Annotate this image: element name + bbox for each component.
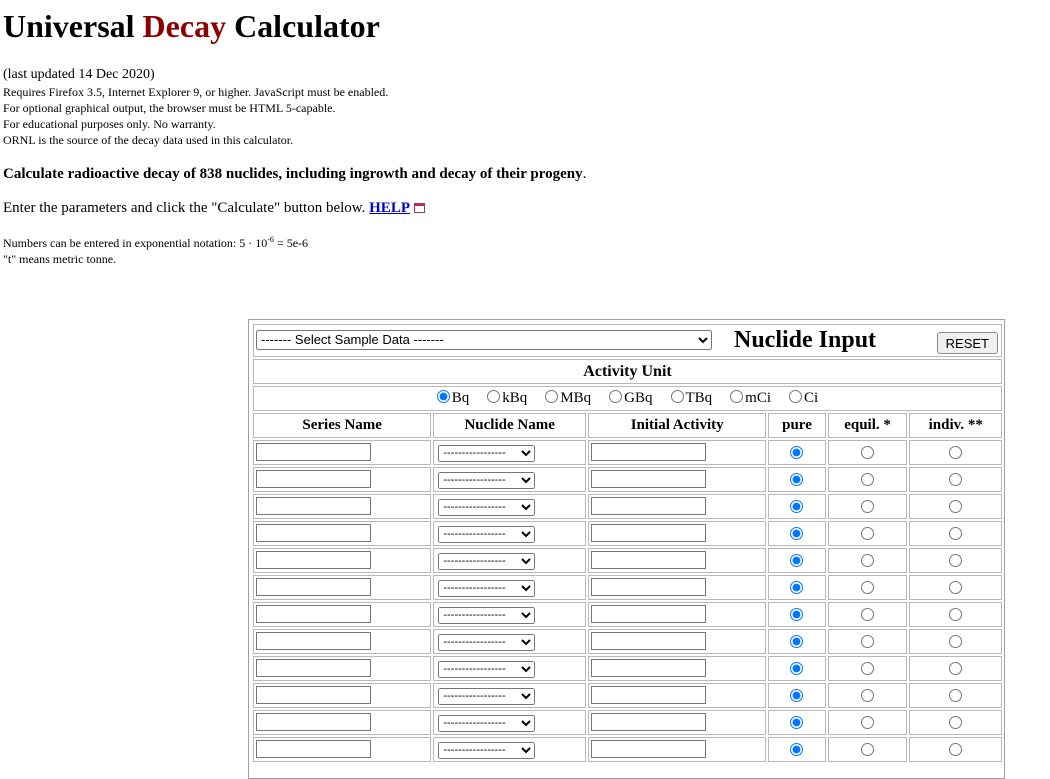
equil-cell xyxy=(828,521,908,546)
pure-cell xyxy=(768,710,825,735)
series-name-cell xyxy=(253,440,431,465)
series-name-cell xyxy=(253,494,431,519)
unit-option-tbq[interactable] xyxy=(671,390,713,406)
unit-option-kbq[interactable] xyxy=(487,390,527,406)
series-name-cell xyxy=(253,629,431,654)
pure-radio[interactable] xyxy=(790,473,803,486)
indiv-cell xyxy=(909,629,1002,654)
equil-radio[interactable] xyxy=(861,527,874,540)
indiv-radio[interactable] xyxy=(949,608,962,621)
pure-cell xyxy=(768,737,825,762)
nuclide-select[interactable] xyxy=(438,688,535,705)
indiv-cell xyxy=(909,467,1002,492)
nuclide-row xyxy=(253,521,1002,546)
initial-activity-cell xyxy=(588,440,766,465)
series-name-input[interactable] xyxy=(256,443,371,461)
nuclide-select[interactable] xyxy=(438,445,535,462)
activity-unit-label: Activity Unit xyxy=(253,359,1002,384)
initial-activity-input[interactable] xyxy=(591,632,706,650)
nuclide-name-cell xyxy=(433,440,586,465)
nuclide-row xyxy=(253,629,1002,654)
nuclide-select[interactable] xyxy=(438,526,535,543)
indiv-cell xyxy=(909,494,1002,519)
nuclide-name-cell xyxy=(433,521,586,546)
unit-radio[interactable] xyxy=(730,390,743,403)
nuclide-name-cell xyxy=(433,548,586,573)
exponential-note-text: Numbers can be entered in exponential notation: 5 · 10 xyxy=(3,236,268,250)
nuclide-row xyxy=(253,494,1002,519)
instructions-text: Enter the parameters and click the "Calculate" button below. xyxy=(3,200,366,216)
pure-radio[interactable] xyxy=(790,689,803,702)
pure-radio[interactable] xyxy=(790,527,803,540)
requirements-list xyxy=(3,84,388,148)
column-header: Series Name xyxy=(253,413,431,438)
series-name-cell xyxy=(253,737,431,762)
equil-radio[interactable] xyxy=(861,473,874,486)
unit-option-bq[interactable] xyxy=(437,390,470,406)
initial-activity-input[interactable] xyxy=(591,551,706,569)
instructions xyxy=(3,198,425,218)
last-updated: (last updated 14 Dec 2020) xyxy=(3,67,155,82)
series-name-input[interactable] xyxy=(256,740,371,758)
nuclide-select[interactable] xyxy=(438,472,535,489)
nuclide-select[interactable] xyxy=(438,499,535,516)
series-name-cell xyxy=(253,656,431,681)
pure-radio[interactable] xyxy=(790,581,803,594)
pure-radio[interactable] xyxy=(790,554,803,567)
pure-radio[interactable] xyxy=(790,635,803,648)
equil-cell xyxy=(828,683,908,708)
unit-radio[interactable] xyxy=(487,390,500,403)
equil-cell xyxy=(828,467,908,492)
equil-radio[interactable] xyxy=(861,446,874,459)
page-title xyxy=(3,6,380,46)
series-name-cell xyxy=(253,602,431,627)
title-calculator: Calculator xyxy=(234,8,380,44)
unit-radio[interactable] xyxy=(789,390,802,403)
nuclide-name-cell xyxy=(433,602,586,627)
equil-cell xyxy=(828,440,908,465)
nuclide-name-cell xyxy=(433,629,586,654)
title-decay: Decay xyxy=(142,8,227,44)
unit-radio[interactable] xyxy=(437,390,450,403)
unit-radio[interactable] xyxy=(545,390,558,403)
indiv-radio[interactable] xyxy=(949,743,962,756)
indiv-radio[interactable] xyxy=(949,500,962,513)
unit-label: TBq xyxy=(685,390,713,406)
column-header: pure xyxy=(768,413,825,438)
nuclide-select[interactable] xyxy=(438,553,535,570)
nuclide-name-cell xyxy=(433,467,586,492)
initial-activity-cell xyxy=(588,683,766,708)
indiv-radio[interactable] xyxy=(949,689,962,702)
series-name-input[interactable] xyxy=(256,686,371,704)
pure-radio[interactable] xyxy=(790,716,803,729)
initial-activity-cell xyxy=(588,521,766,546)
pure-radio[interactable] xyxy=(790,446,803,459)
nuclide-input-table xyxy=(251,322,1004,764)
indiv-cell xyxy=(909,548,1002,573)
pure-cell xyxy=(768,548,825,573)
input-notes xyxy=(3,235,308,267)
unit-option-mci[interactable] xyxy=(730,390,771,406)
equil-cell xyxy=(828,629,908,654)
series-name-cell xyxy=(253,521,431,546)
nuclide-row xyxy=(253,467,1002,492)
pure-cell xyxy=(768,440,825,465)
indiv-cell xyxy=(909,521,1002,546)
indiv-radio[interactable] xyxy=(949,473,962,486)
initial-activity-input[interactable] xyxy=(591,713,706,731)
indiv-radio[interactable] xyxy=(949,527,962,540)
series-name-input[interactable] xyxy=(256,713,371,731)
calc-description xyxy=(3,164,586,184)
initial-activity-input[interactable] xyxy=(591,659,706,677)
initial-activity-input[interactable] xyxy=(591,578,706,596)
equil-radio[interactable] xyxy=(861,662,874,675)
requirement-line: For educational purposes only. No warranty. xyxy=(3,117,216,131)
column-header: indiv. ** xyxy=(909,413,1002,438)
initial-activity-input[interactable] xyxy=(591,524,706,542)
initial-activity-cell xyxy=(588,656,766,681)
column-header: Nuclide Name xyxy=(433,413,586,438)
initial-activity-cell xyxy=(588,575,766,600)
nuclide-row xyxy=(253,737,1002,762)
initial-activity-cell xyxy=(588,629,766,654)
pure-cell xyxy=(768,629,825,654)
nuclide-name-cell xyxy=(433,575,586,600)
new-window-icon[interactable] xyxy=(414,203,425,213)
pure-cell xyxy=(768,656,825,681)
series-name-input[interactable] xyxy=(256,605,371,623)
indiv-cell xyxy=(909,710,1002,735)
series-name-cell xyxy=(253,575,431,600)
pure-cell xyxy=(768,575,825,600)
nuclide-input-panel xyxy=(248,319,1005,779)
equil-cell xyxy=(828,737,908,762)
requirement-line: Requires Firefox 3.5, Internet Explorer 9, or higher. JavaScript must be enabled. xyxy=(3,85,389,99)
pure-radio[interactable] xyxy=(790,662,803,675)
column-header: Initial Activity xyxy=(588,413,766,438)
initial-activity-cell xyxy=(588,467,766,492)
initial-activity-cell xyxy=(588,737,766,762)
series-name-cell xyxy=(253,710,431,735)
pure-radio[interactable] xyxy=(790,743,803,756)
exponential-note xyxy=(3,235,308,251)
equil-cell xyxy=(828,710,908,735)
nuclide-rows xyxy=(253,440,1002,762)
unit-label: Ci xyxy=(804,390,819,406)
series-name-input[interactable] xyxy=(256,524,371,542)
requirement-line: For optional graphical output, the browser must be HTML 5-capable. xyxy=(3,101,336,115)
indiv-radio[interactable] xyxy=(949,581,962,594)
nuclide-select[interactable] xyxy=(438,661,535,678)
equil-radio[interactable] xyxy=(861,635,874,648)
series-name-input[interactable] xyxy=(256,470,371,488)
indiv-radio[interactable] xyxy=(949,716,962,729)
initial-activity-input[interactable] xyxy=(591,686,706,704)
requirement-line: ORNL is the source of the decay data used in this calculator. xyxy=(3,133,294,147)
panel-header xyxy=(253,324,1002,357)
reset-button[interactable]: RESET xyxy=(937,332,998,354)
unit-radio[interactable] xyxy=(671,390,684,403)
indiv-radio[interactable] xyxy=(949,446,962,459)
unit-label: Bq xyxy=(451,390,470,406)
equil-radio[interactable] xyxy=(861,581,874,594)
unit-label: kBq xyxy=(502,390,528,406)
equil-radio[interactable] xyxy=(861,689,874,702)
series-name-input[interactable] xyxy=(256,632,371,650)
indiv-radio[interactable] xyxy=(949,662,962,675)
pure-radio[interactable] xyxy=(790,500,803,513)
equil-radio[interactable] xyxy=(861,500,874,513)
activity-unit-options xyxy=(253,386,1002,411)
series-name-input[interactable] xyxy=(256,497,371,515)
equil-radio[interactable] xyxy=(861,554,874,567)
nuclide-name-cell xyxy=(433,683,586,708)
unit-label: GBq xyxy=(624,390,653,406)
indiv-cell xyxy=(909,683,1002,708)
equil-cell xyxy=(828,575,908,600)
equil-radio[interactable] xyxy=(861,716,874,729)
nuclide-row xyxy=(253,710,1002,735)
column-header-row xyxy=(253,413,1002,438)
unit-label: mCi xyxy=(745,390,772,406)
series-name-input[interactable] xyxy=(256,659,371,677)
pure-cell xyxy=(768,521,825,546)
pure-cell xyxy=(768,683,825,708)
nuclide-name-cell xyxy=(433,710,586,735)
equil-radio[interactable] xyxy=(861,743,874,756)
indiv-cell xyxy=(909,440,1002,465)
equil-radio[interactable] xyxy=(861,608,874,621)
indiv-radio[interactable] xyxy=(949,635,962,648)
initial-activity-cell xyxy=(588,548,766,573)
indiv-radio[interactable] xyxy=(949,554,962,567)
equil-cell xyxy=(828,548,908,573)
indiv-cell xyxy=(909,602,1002,627)
nuclide-select[interactable] xyxy=(438,742,535,759)
nuclide-row xyxy=(253,575,1002,600)
unit-option-mbq[interactable] xyxy=(545,390,591,406)
series-name-cell xyxy=(253,467,431,492)
sample-data-select[interactable] xyxy=(256,330,712,350)
initial-activity-cell xyxy=(588,494,766,519)
indiv-cell xyxy=(909,575,1002,600)
initial-activity-input[interactable] xyxy=(591,740,706,758)
series-name-input[interactable] xyxy=(256,578,371,596)
unit-radio[interactable] xyxy=(609,390,622,403)
unit-option-ci[interactable] xyxy=(789,390,818,406)
nuclide-name-cell xyxy=(433,494,586,519)
nuclide-select[interactable] xyxy=(438,580,535,597)
unit-option-gbq[interactable] xyxy=(609,390,652,406)
exponent: -6 xyxy=(267,235,274,244)
initial-activity-input[interactable] xyxy=(591,605,706,623)
nuclide-name-cell xyxy=(433,656,586,681)
pure-cell xyxy=(768,467,825,492)
indiv-cell xyxy=(909,656,1002,681)
pure-cell xyxy=(768,602,825,627)
equil-cell xyxy=(828,494,908,519)
nuclide-select[interactable] xyxy=(438,607,535,624)
help-link[interactable]: HELP xyxy=(369,200,410,216)
tonne-note: "t" means metric tonne. xyxy=(3,252,117,266)
title-universal: Universal xyxy=(3,8,135,44)
equil-cell xyxy=(828,602,908,627)
nuclide-row xyxy=(253,602,1002,627)
pure-radio[interactable] xyxy=(790,608,803,621)
initial-activity-input[interactable] xyxy=(591,470,706,488)
series-name-cell xyxy=(253,683,431,708)
equil-cell xyxy=(828,656,908,681)
nuclide-input-title: Nuclide Input xyxy=(734,327,877,353)
nuclide-select[interactable] xyxy=(438,715,535,732)
initial-activity-cell xyxy=(588,602,766,627)
initial-activity-cell xyxy=(588,710,766,735)
pure-cell xyxy=(768,494,825,519)
nuclide-row xyxy=(253,683,1002,708)
calc-description-text: Calculate radioactive decay of 838 nuclides, including ingrowth and decay of their progeny xyxy=(3,166,583,182)
nuclide-row xyxy=(253,548,1002,573)
series-name-input[interactable] xyxy=(256,551,371,569)
initial-activity-input[interactable] xyxy=(591,443,706,461)
nuclide-name-cell xyxy=(433,737,586,762)
column-header: equil. * xyxy=(828,413,908,438)
unit-label: MBq xyxy=(560,390,592,406)
exponential-note-result: = 5e-6 xyxy=(273,236,309,250)
nuclide-row xyxy=(253,656,1002,681)
indiv-cell xyxy=(909,737,1002,762)
initial-activity-input[interactable] xyxy=(591,497,706,515)
nuclide-select[interactable] xyxy=(438,634,535,651)
series-name-cell xyxy=(253,548,431,573)
nuclide-row xyxy=(253,440,1002,465)
calc-description-period: . xyxy=(582,166,587,182)
